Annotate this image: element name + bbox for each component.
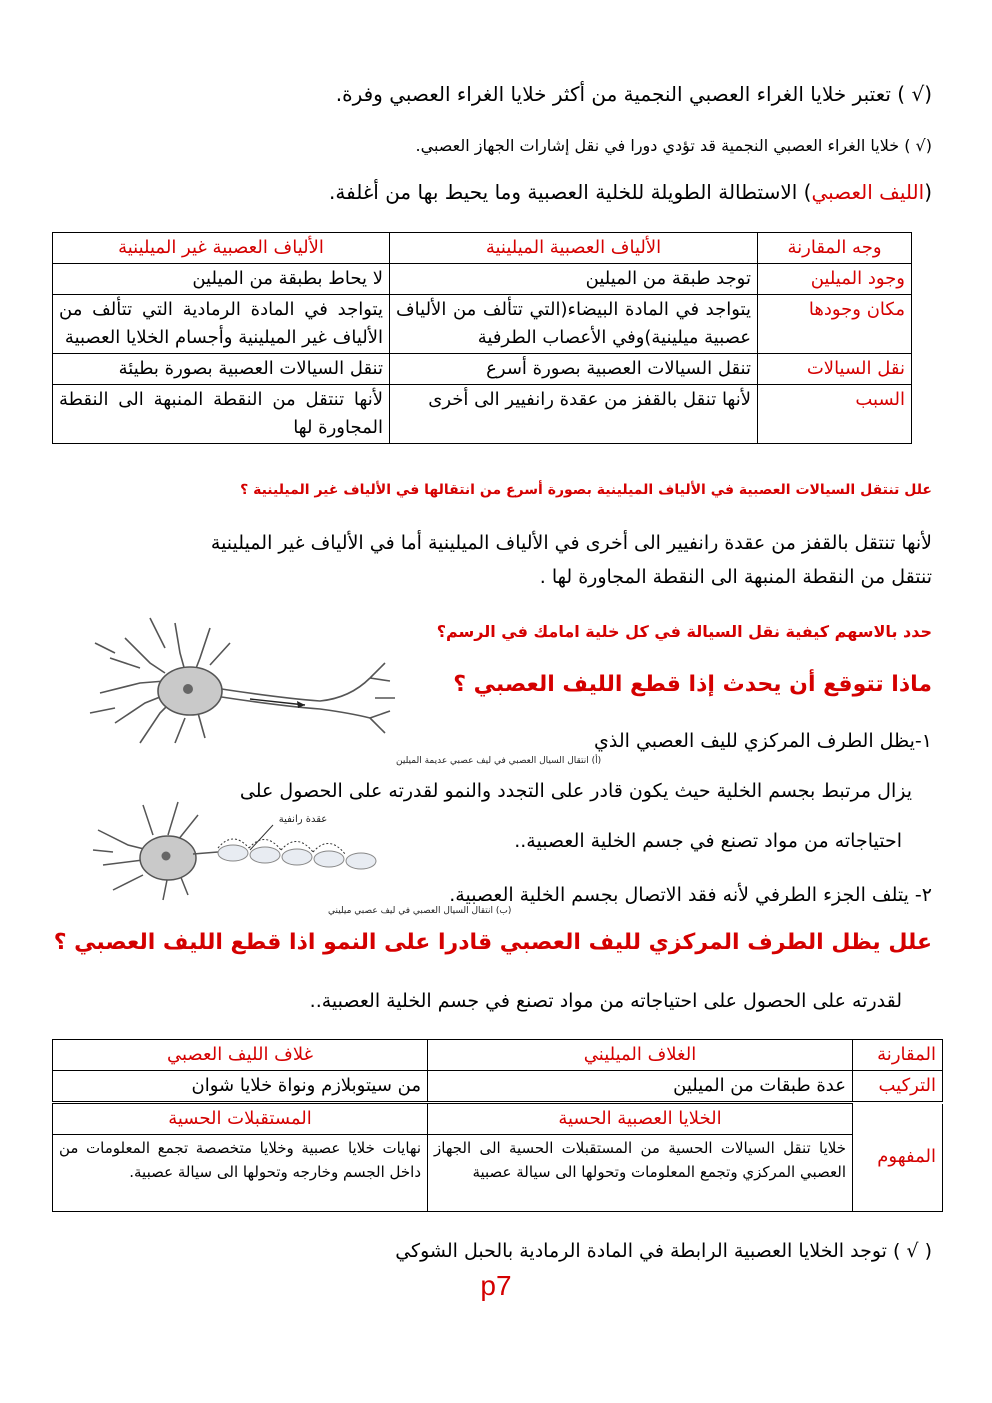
answer-line: تنتقل من النقطة المنبهة الى النقطة المجاورة لها . [539, 566, 932, 588]
nucleus [162, 852, 171, 861]
table-cell: توجد طبقة من الميلين [390, 264, 758, 295]
myelinated-neuron-figure [88, 790, 512, 920]
row-label: المفهوم [853, 1104, 943, 1212]
table-header: الألياف العصبية غير الميلينية [53, 233, 390, 264]
table-cell: يتواجد في المادة البيضاء(التي تتألف من الألياف عصبية ميلينية)وفي الأعصاب الطرفية [390, 295, 758, 354]
table-header: المستقبلات الحسية [53, 1104, 428, 1135]
fiber-comparison-table [52, 232, 912, 444]
unmyelinated-neuron-figure [80, 603, 602, 770]
table-cell: تنقل السيالات العصبية بصورة بطيئة [53, 354, 390, 385]
statement-interneurons: ( √ ) توجد الخلايا العصبية الرابطة في المادة الرمادية بالحبل الشوكي [395, 1240, 932, 1262]
row-label: وجود الميلين [758, 264, 912, 295]
question-why-faster: علل تنتقل السيالات العصبية في الألياف الميلينية بصورة أسرع من انتقالها في الألياف غير الميلينية ؟ [240, 482, 932, 498]
table-cell: نهايات خلايا عصبية وخلايا متخصصة تجمع المعلومات من داخل الجسم وخارجه وتحولها الى سيالة عصبية. [53, 1135, 428, 1212]
answer-point-1-cont: يزال مرتبط بجسم الخلية حيث يكون قادر على التجدد والنمو لقدرته على الحصول على [239, 780, 912, 802]
term-nerve-fiber: الليف العصبي [811, 180, 925, 204]
nucleus [183, 684, 193, 694]
statement-astrocytes-abundance: (√ ) تعتبر خلايا الغراء العصبي النجمية من أكثر خلايا الغراء العصبي وفرة. [335, 82, 932, 106]
answer-central-end: لقدرته على الحصول على احتياجاته من مواد تصنع في جسم الخلية العصبية.. [309, 990, 902, 1012]
table-cell: لا يحاط بطبقة من الميلين [53, 264, 390, 295]
question-central-end: علل يظل الطرف المركزي لليف العصبي قادرا على النمو اذا قطع الليف العصبي ؟ [53, 930, 932, 955]
table-cell: خلايا تنقل السيالات الحسية من المستقبلات الحسية الى الجهاز العصبي المركزي وتجمع المعلومات وتحولها الى سيالة عصبية [428, 1135, 853, 1212]
table-cell: لأنها تنتقل من النقطة المنبهة الى النقطة المجاورة لها [53, 385, 390, 444]
table-header: وجه المقارنة [758, 233, 912, 264]
node-of-ranvier-label: عقدة رانفية [278, 814, 328, 825]
answer-point-2: ٢- يتلف الجزء الطرفي لأنه فقد الاتصال بجسم الخلية العصبية. [449, 884, 932, 906]
row-label: مكان وجودها [758, 295, 912, 354]
table-cell: عدة طبقات من الميلين [428, 1071, 853, 1102]
sensory-comparison-table [52, 1103, 943, 1212]
definition-nerve-fiber: (الليف العصبي) الاستطالة الطويلة للخلية العصبية وما يحيط بها من أغلفة. [329, 180, 932, 204]
node-pointer [250, 825, 273, 850]
answer-line: لأنها تنتقل بالقفز من عقدة رانفيير الى أخرى في الألياف الميلينية أما في الألياف غير الميلينية [210, 532, 932, 554]
figure-caption-a: (أ) انتقال السيال العصبي في ليف عصبي عديمة الميلين [396, 756, 602, 766]
table-header: الخلايا العصبية الحسية [428, 1104, 853, 1135]
page-number: p7 [480, 1270, 512, 1301]
table-cell: لأنها تنقل بالقفز من عقدة رانفيير الى أخرى [390, 385, 758, 444]
myelin-sheath [218, 845, 376, 869]
table-header: الغلاف الميليني [428, 1040, 853, 1071]
row-label: التركيب [853, 1071, 943, 1102]
row-label: السبب [758, 385, 912, 444]
row-label: نقل السيالات [758, 354, 912, 385]
statement-astrocytes-signals: (√ ) خلايا الغراء العصبي النجمية قد تؤدي دورا في نقل إشارات الجهاز العصبي. [415, 136, 932, 155]
definition-text: الاستطالة الطويلة للخلية العصبية وما يحيط بها من أغلفة. [329, 180, 798, 204]
sheath-comparison-table [52, 1039, 943, 1102]
table-cell: يتواجد في المادة الرمادية التي تتألف من الألياف غير الميلينية وأجسام الخلايا العصبية [53, 295, 390, 354]
question-if-cut: ماذا تتوقع أن يحدث إذا قطع الليف العصبي ؟ [453, 672, 932, 697]
table-cell: من سيتوبلازم ونواة خلايا شوان [53, 1071, 428, 1102]
table-header: المقارنة [853, 1040, 943, 1071]
table-cell: تنقل السيالات العصبية بصورة أسرع [390, 354, 758, 385]
axon [193, 852, 218, 854]
answer-point-1-cont: احتياجاته من مواد تصنع في جسم الخلية العصبية.. [514, 830, 902, 852]
question-draw-arrows: حدد بالاسهم كيفية نقل السيالة في كل خلية امامك في الرسم؟ [436, 622, 932, 641]
figure-caption-b: (ب) انتقال السيال العصبي في ليف عصبي ميليني [328, 906, 512, 916]
table-header: غلاف الليف العصبي [53, 1040, 428, 1071]
table-header: الألياف العصبية الميلينية [390, 233, 758, 264]
answer-point-1: ١-يظل الطرف المركزي لليف العصبي الذي [594, 730, 932, 752]
